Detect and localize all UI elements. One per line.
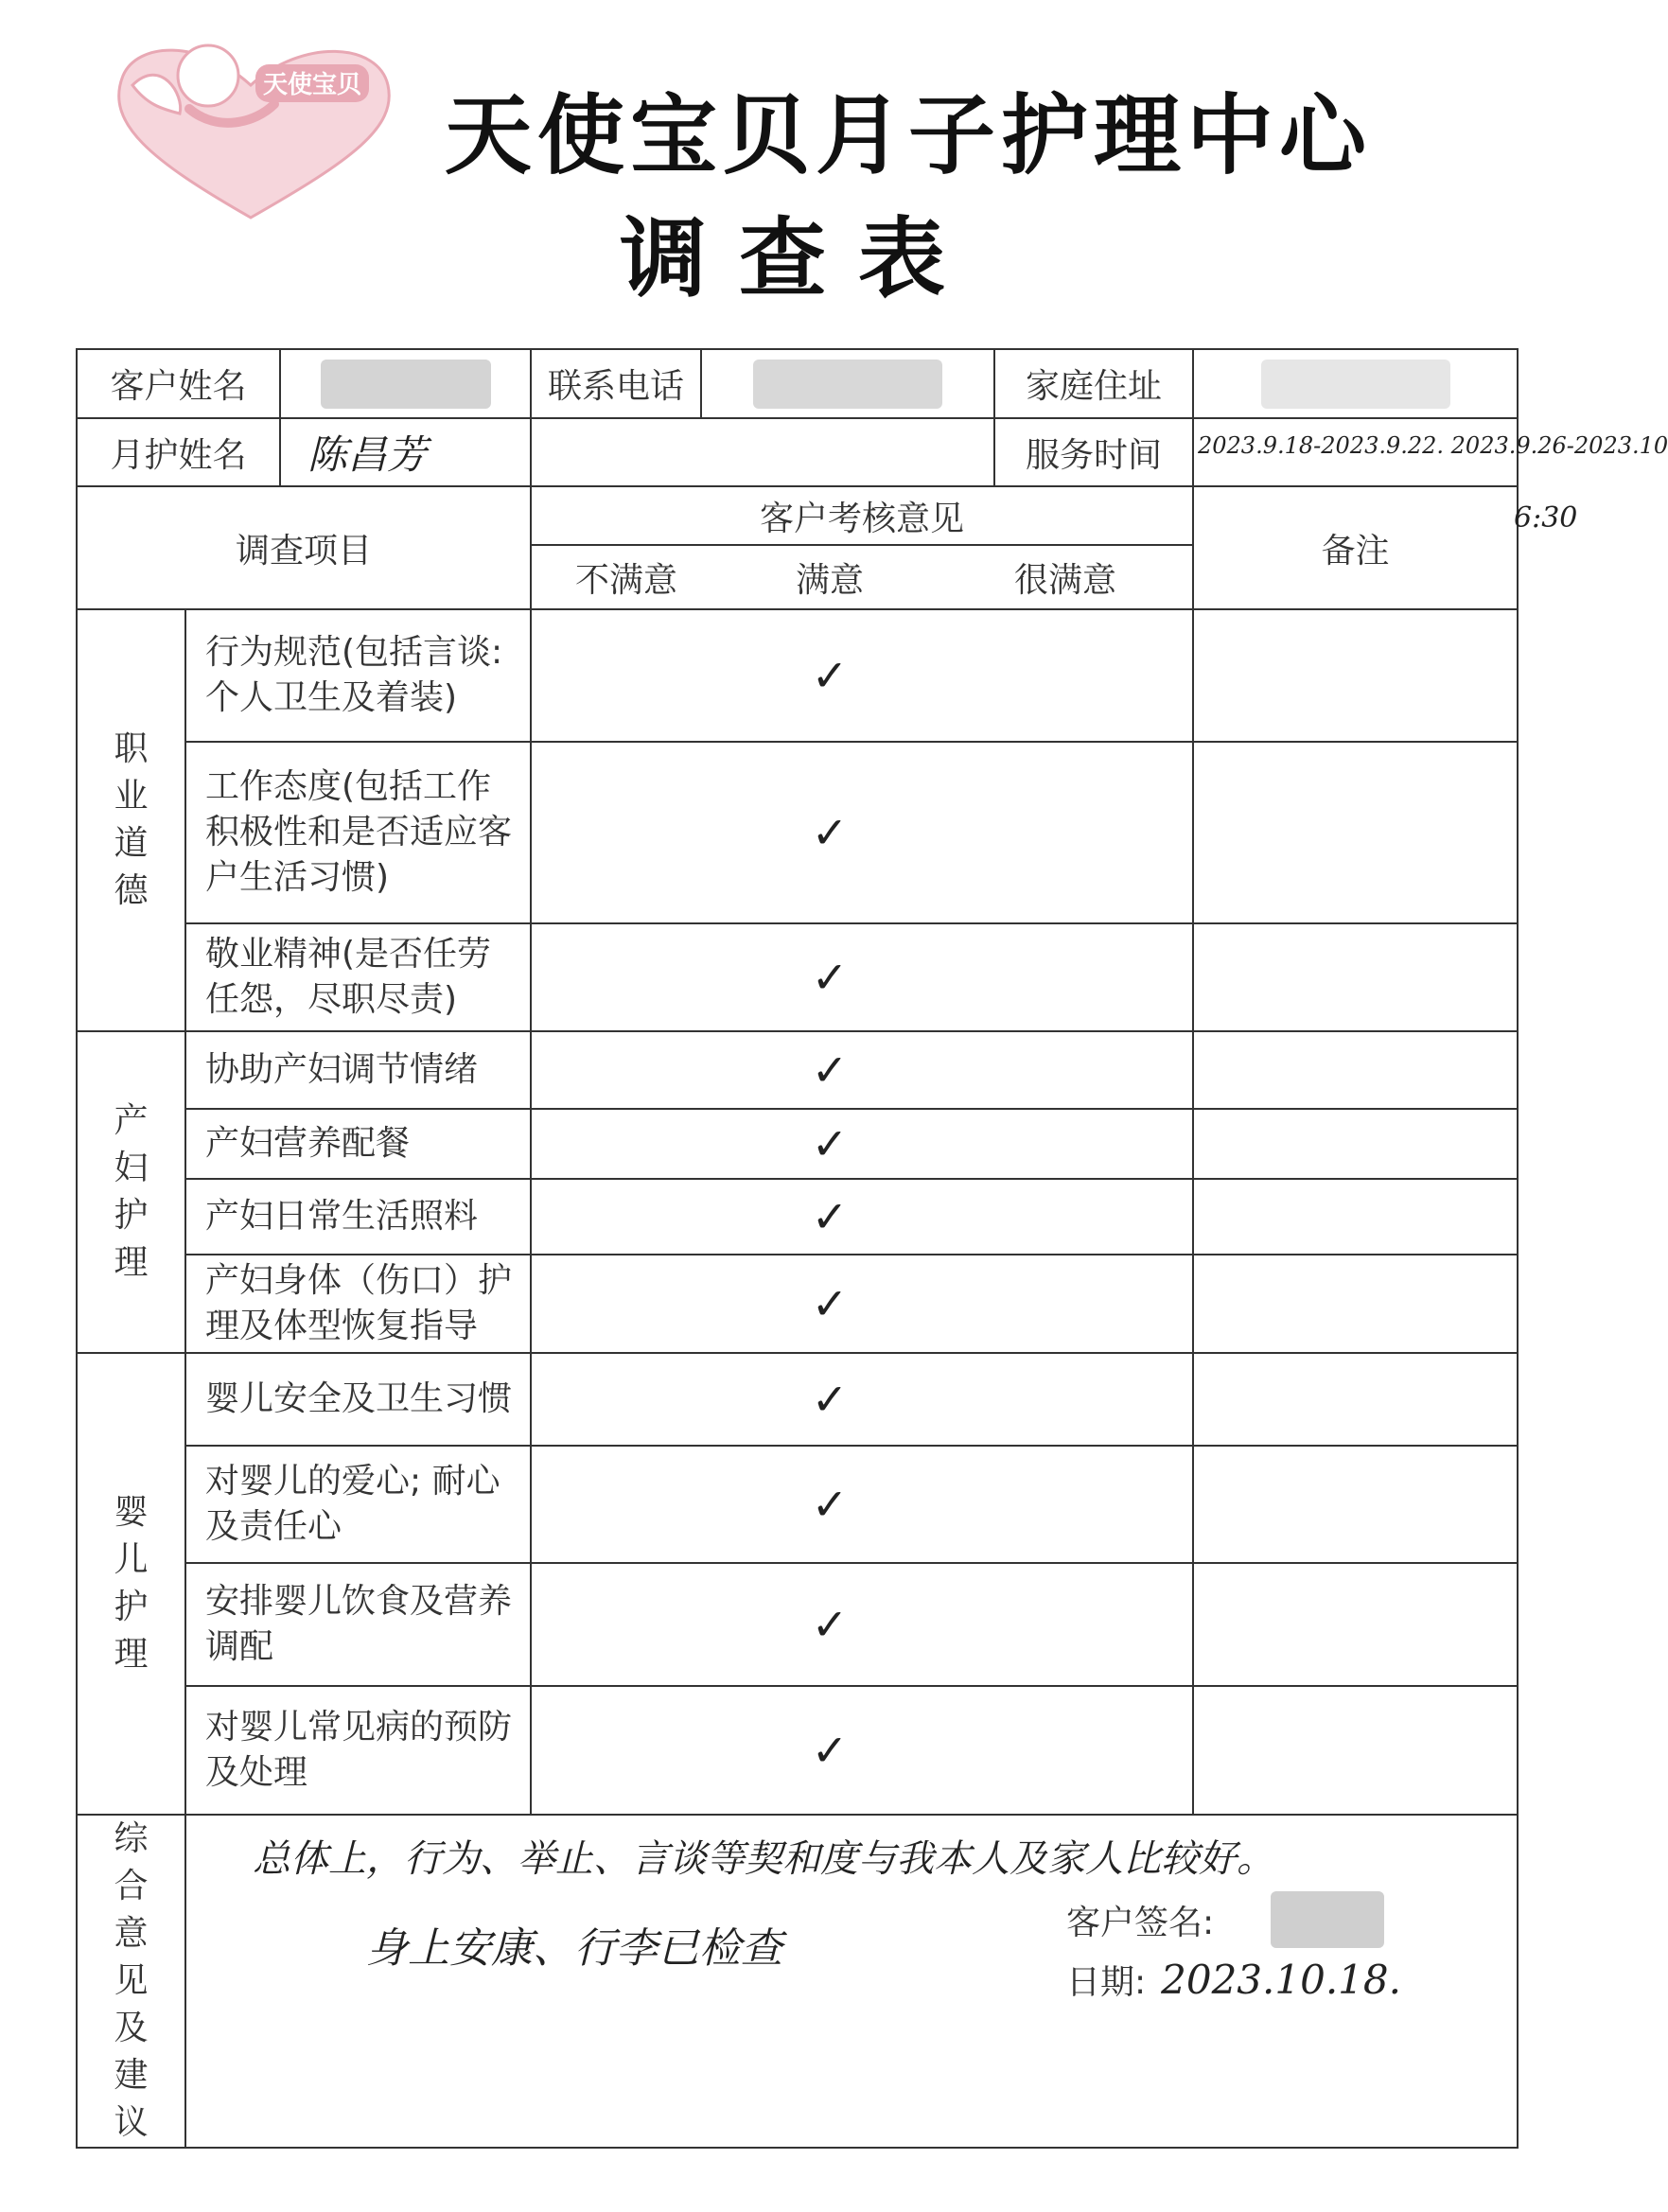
logo-text: 天使宝贝 bbox=[262, 71, 362, 99]
org-title: 天使宝贝月子护理中心 bbox=[445, 85, 1373, 186]
category-professional-ethics: 职业道德 bbox=[77, 609, 185, 1031]
checkmark: ✓ bbox=[811, 1045, 849, 1096]
category-infant-care: 婴儿护理 bbox=[77, 1353, 185, 1815]
remark-cell bbox=[1193, 1353, 1518, 1446]
remark-cell bbox=[1193, 1563, 1518, 1686]
checkmark: ✓ bbox=[811, 807, 849, 858]
redaction-block bbox=[1261, 360, 1450, 409]
address-value bbox=[1193, 349, 1518, 418]
item-infant-love: 对婴儿的爱心; 耐心及责任心 bbox=[185, 1446, 531, 1563]
service-time-label: 服务时间 bbox=[994, 418, 1193, 486]
remark-cell bbox=[1193, 1179, 1518, 1255]
checkmark: ✓ bbox=[811, 1599, 849, 1650]
form-title: 调查表 bbox=[620, 208, 978, 309]
checkmark: ✓ bbox=[811, 650, 849, 701]
empty-cell bbox=[531, 418, 994, 486]
item-work-attitude: 工作态度(包括工作积极性和是否适应客户生活习惯) bbox=[185, 742, 531, 923]
rating-satisfied: 满意 bbox=[795, 560, 864, 600]
phone-label: 联系电话 bbox=[531, 349, 701, 418]
logo bbox=[95, 19, 407, 227]
rating-unsatisfied: 不满意 bbox=[574, 560, 677, 600]
redaction-block bbox=[1271, 1891, 1384, 1948]
date-value: 2023.10.18. bbox=[1161, 1957, 1401, 2003]
angel-head-icon bbox=[178, 45, 238, 106]
service-time-value: 2023.9.18-2023.9.22. 2023.9.26-2023.10 bbox=[1198, 432, 1668, 459]
nurse-name-label: 月护姓名 bbox=[78, 419, 281, 485]
item-infant-disease: 对婴儿常见病的预防及处理 bbox=[185, 1686, 531, 1815]
checkmark: ✓ bbox=[811, 1374, 849, 1425]
item-behavior: 行为规范(包括言谈:个人卫生及着装) bbox=[185, 609, 531, 742]
item-daily-care: 产妇日常生活照料 bbox=[185, 1179, 531, 1255]
remark-cell bbox=[1193, 1109, 1518, 1179]
service-time-extra: 6:30 bbox=[1514, 501, 1578, 535]
redaction-block bbox=[321, 360, 491, 409]
customer-name-value bbox=[281, 350, 530, 417]
service-time-cell bbox=[1193, 418, 1668, 486]
rating-very-satisfied: 很满意 bbox=[1013, 560, 1116, 600]
customer-name-label: 客户姓名 bbox=[78, 350, 281, 417]
phone-value bbox=[701, 349, 994, 418]
summary-comment-line2: 身上安康、行李已检查 bbox=[366, 1924, 782, 1973]
remark-cell bbox=[1193, 1446, 1518, 1563]
customer-opinion-header: 客户考核意见 bbox=[531, 486, 1193, 545]
signature-label: 客户签名: bbox=[1066, 1903, 1215, 1942]
item-infant-feeding: 安排婴儿饮食及营养调配 bbox=[185, 1563, 531, 1686]
item-emotion: 协助产妇调节情绪 bbox=[185, 1031, 531, 1109]
checkmark: ✓ bbox=[811, 1725, 849, 1776]
checkmark: ✓ bbox=[811, 1479, 849, 1530]
category-maternal-care: 产妇护理 bbox=[77, 1031, 185, 1353]
item-nutrition: 产妇营养配餐 bbox=[185, 1109, 531, 1179]
summary-cell bbox=[185, 1815, 1518, 2148]
checkmark: ✓ bbox=[811, 1118, 849, 1169]
remark-cell bbox=[1193, 923, 1518, 1031]
remark-cell bbox=[1193, 1031, 1518, 1109]
nurse-name-value: 陈昌芳 bbox=[307, 431, 428, 478]
checkmark: ✓ bbox=[811, 1278, 849, 1329]
address-label: 家庭住址 bbox=[994, 349, 1193, 418]
item-infant-safety: 婴儿安全及卫生习惯 bbox=[185, 1353, 531, 1446]
remark-cell bbox=[1193, 1686, 1518, 1815]
remark-cell bbox=[1193, 1255, 1518, 1353]
date-label: 日期: bbox=[1066, 1963, 1147, 2002]
remark-cell bbox=[1193, 742, 1518, 923]
checkmark: ✓ bbox=[811, 1191, 849, 1242]
item-body-recovery: 产妇身体（伤口）护理及体型恢复指导 bbox=[185, 1255, 531, 1353]
redaction-block bbox=[753, 360, 942, 409]
remarks-header: 备注 bbox=[1193, 486, 1518, 609]
checkmark: ✓ bbox=[811, 952, 849, 1003]
summary-comment-line1: 总体上，行为、举止、言谈等契和度与我本人及家人比较好。 bbox=[253, 1837, 1274, 1881]
summary-label: 综合意见及建议 bbox=[77, 1815, 185, 2148]
item-dedication: 敬业精神(是否任劳任怨，尽职尽责) bbox=[185, 923, 531, 1031]
survey-items-header: 调查项目 bbox=[77, 486, 531, 609]
remark-cell bbox=[1193, 609, 1518, 742]
